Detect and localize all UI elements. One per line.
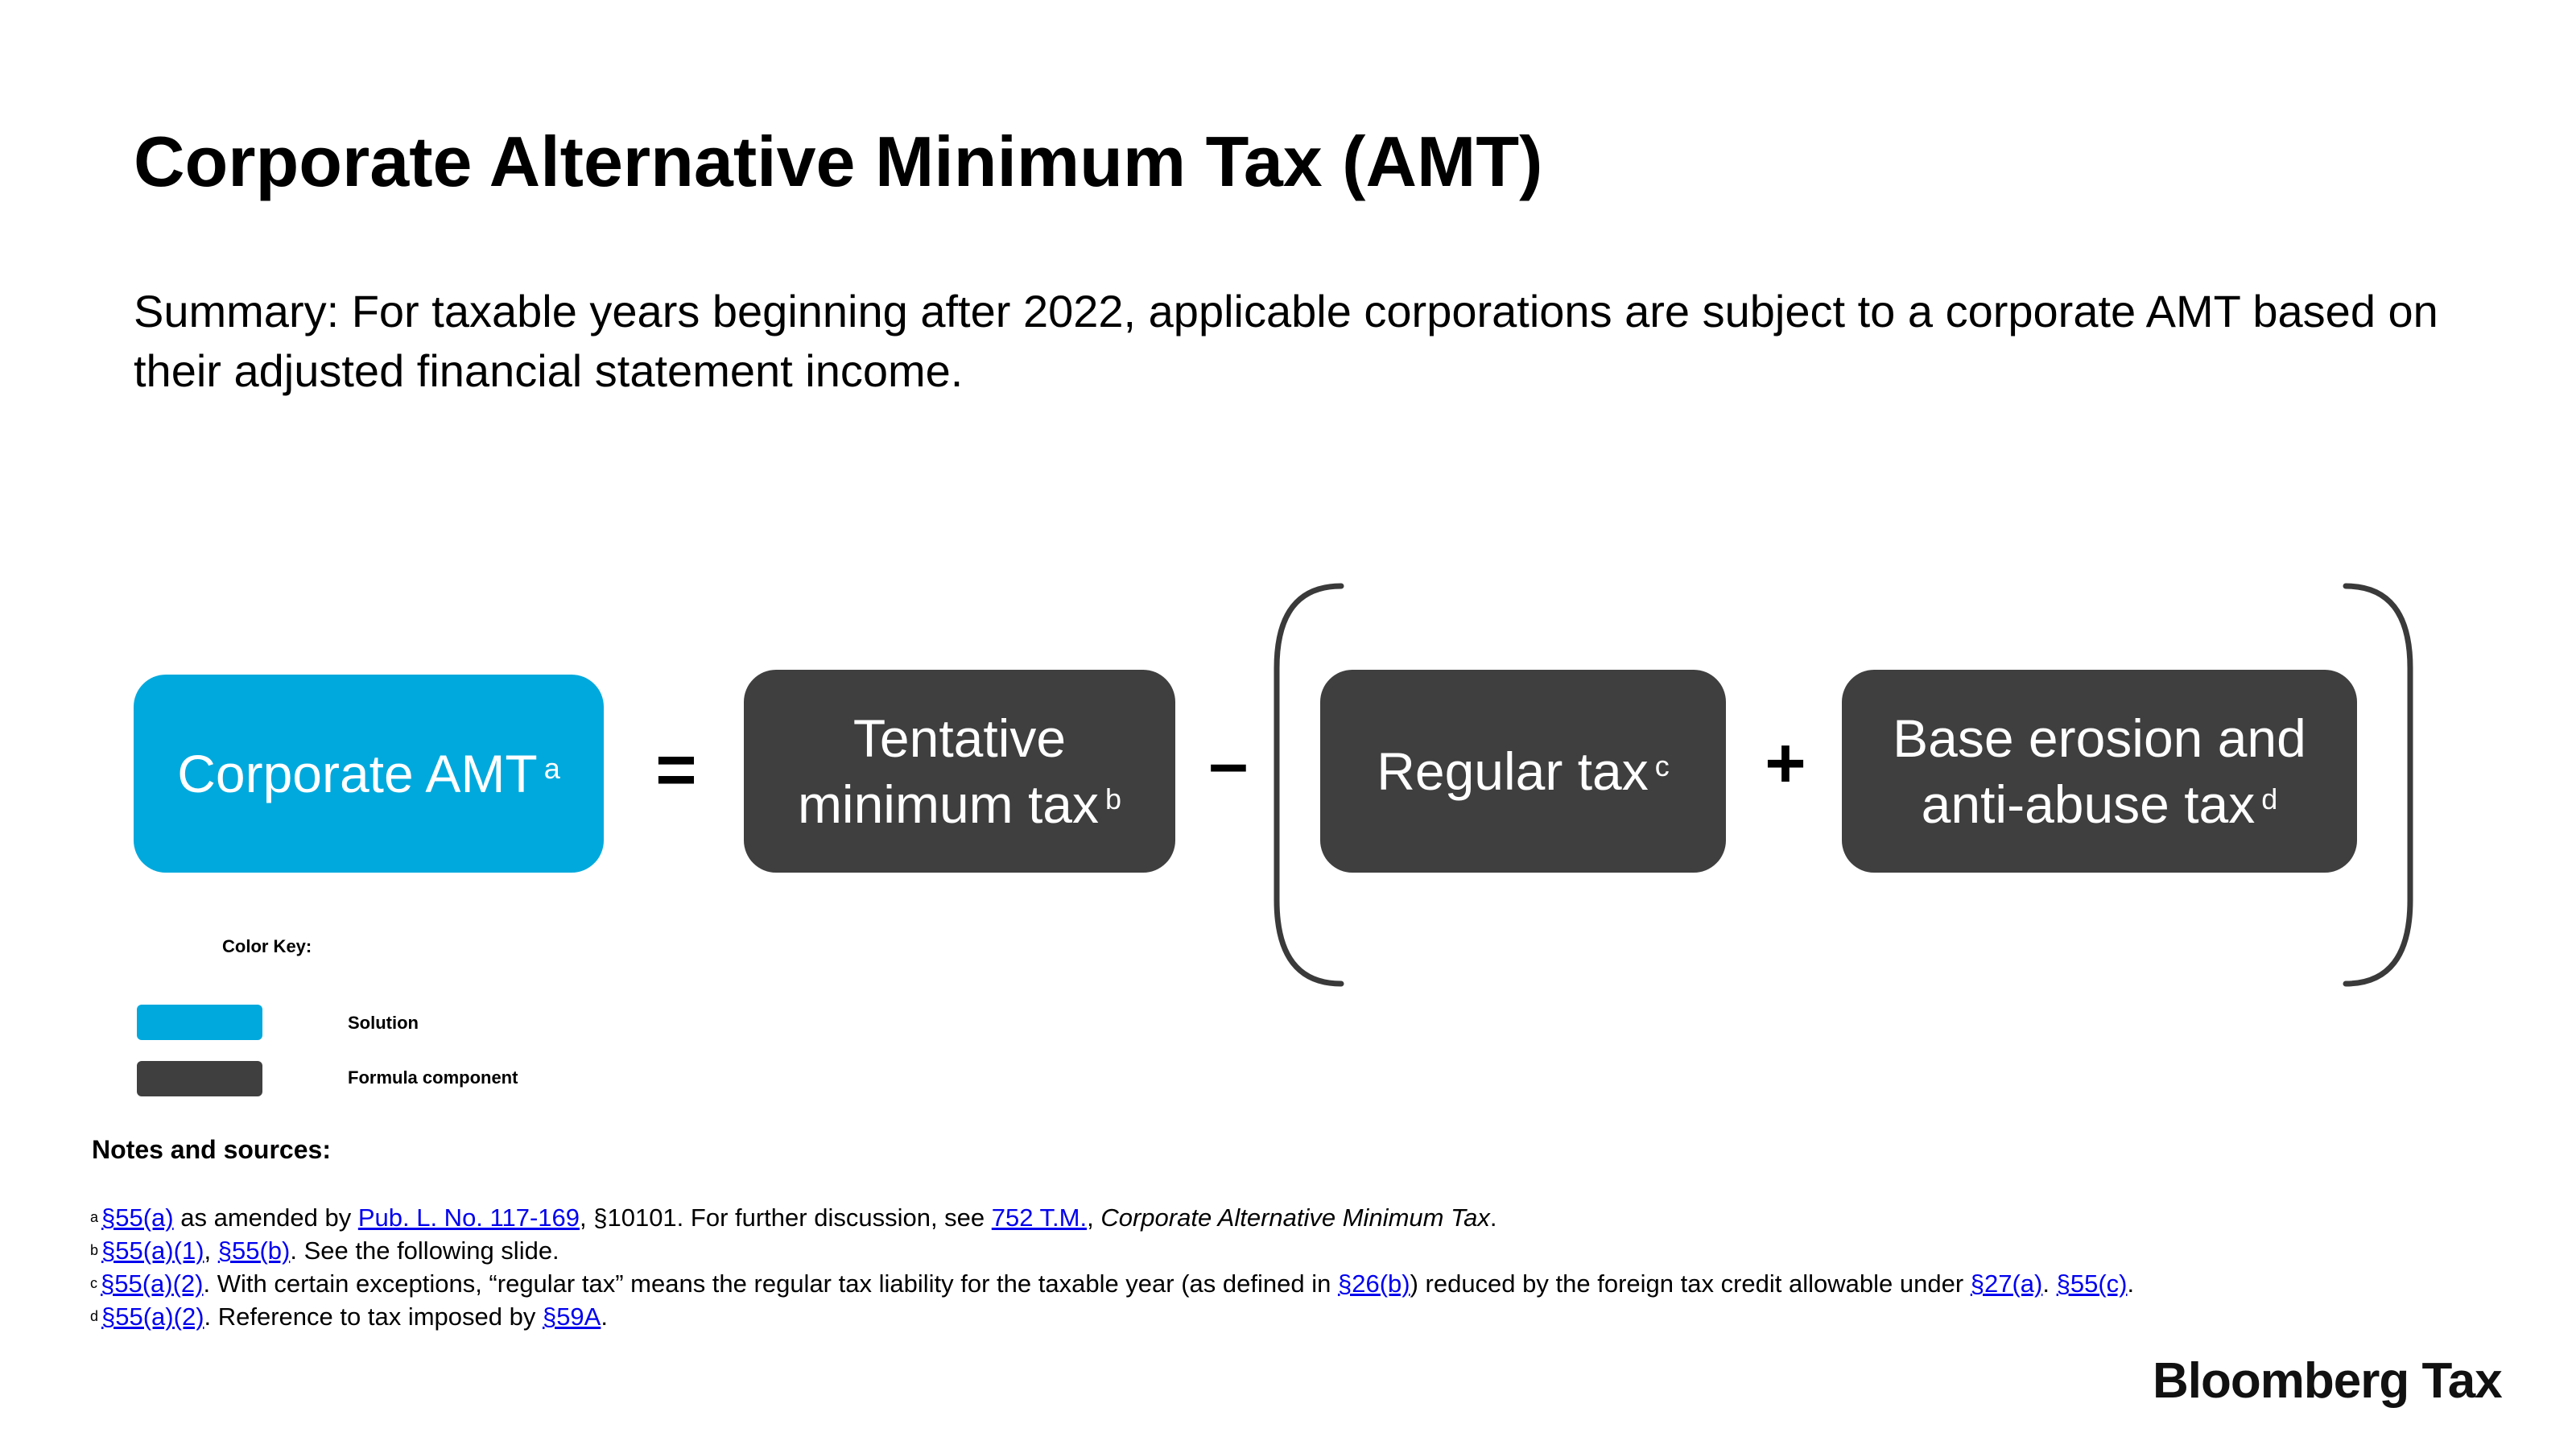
plus-sign: + xyxy=(1765,723,1806,803)
tentative-line2: minimum tax xyxy=(797,774,1100,834)
link-55a[interactable]: §55(a) xyxy=(101,1203,174,1232)
note-b xyxy=(90,1234,2505,1267)
notes-title: Notes and sources: xyxy=(92,1135,331,1164)
link-55a2[interactable]: §55(a)(2) xyxy=(101,1269,204,1298)
equals-sign: = xyxy=(655,729,697,809)
bloomberg-tax-logo: Bloomberg Tax xyxy=(2153,1353,2502,1409)
note-marker: c xyxy=(90,1275,97,1291)
note-text: . Reference to tax imposed by xyxy=(204,1302,543,1331)
note-marker: b xyxy=(90,1242,99,1258)
note-text: , xyxy=(1087,1203,1101,1232)
footnote-marker-c: c xyxy=(1654,749,1670,782)
note-text: . With certain exceptions, “regular tax” means the regular tax liability for the taxable year (as defined in xyxy=(203,1269,1338,1298)
beat-line1: Base erosion and xyxy=(1893,708,2306,768)
note-text: . xyxy=(601,1302,608,1331)
note-text: . xyxy=(2127,1269,2135,1298)
note-marker: a xyxy=(90,1209,99,1225)
note-c xyxy=(90,1267,2505,1300)
notes-list xyxy=(90,1201,2505,1333)
link-59a[interactable]: §59A xyxy=(542,1302,601,1331)
tentative-line1: Tentative xyxy=(852,708,1067,768)
slide-title: Corporate Alternative Minimum Tax (AMT) xyxy=(134,122,1543,201)
footnote-marker-d: d xyxy=(2261,782,2278,815)
beat-line2: anti-abuse tax xyxy=(1921,774,2256,834)
note-text: ) reduced by the foreign tax credit allowable under xyxy=(1410,1269,1971,1298)
solution-key-label: Solution xyxy=(348,1013,419,1033)
link-55c[interactable]: §55(c) xyxy=(2056,1269,2128,1298)
minus-sign: – xyxy=(1208,723,1249,803)
note-d xyxy=(90,1300,2505,1333)
note-text: . See the following slide. xyxy=(290,1236,559,1265)
regular-tax-box xyxy=(1320,670,1726,873)
corporate-amt-label: Corporate AMT xyxy=(177,744,538,803)
note-text: . xyxy=(1489,1203,1497,1232)
summary-text: Summary: For taxable years beginning after 2022, applicable corporations are subject to a corporate AMT based on their adjusted financial statement income. xyxy=(134,286,2438,396)
note-a xyxy=(90,1201,2505,1234)
base-erosion-tax-box xyxy=(1842,670,2357,873)
link-26b[interactable]: §26(b) xyxy=(1337,1269,1410,1298)
link-27a[interactable]: §27(a) xyxy=(1970,1269,2043,1298)
formula-component-key-label: Formula component xyxy=(348,1067,518,1088)
note-marker: d xyxy=(90,1308,99,1324)
footnote-marker-b: b xyxy=(1105,782,1122,815)
note-text: . xyxy=(2042,1269,2057,1298)
link-55a1[interactable]: §55(a)(1) xyxy=(101,1236,204,1265)
footnote-marker-a: a xyxy=(543,752,560,785)
portfolio-title: Corporate Alternative Minimum Tax xyxy=(1100,1203,1490,1232)
link-pub-l-117-169[interactable]: Pub. L. No. 117-169 xyxy=(357,1203,580,1232)
note-text: , xyxy=(204,1236,218,1265)
note-text: as amended by xyxy=(173,1203,358,1232)
color-key-title: Color Key: xyxy=(222,936,312,956)
regular-tax-label: Regular tax xyxy=(1377,741,1649,801)
note-text: , §10101. For further discussion, see xyxy=(580,1203,992,1232)
solution-swatch xyxy=(137,1005,262,1040)
formula-component-swatch xyxy=(137,1061,262,1096)
link-55b[interactable]: §55(b) xyxy=(217,1236,291,1265)
link-752-tm[interactable]: 752 T.M. xyxy=(991,1203,1088,1232)
link-55a2[interactable]: §55(a)(2) xyxy=(101,1302,204,1331)
